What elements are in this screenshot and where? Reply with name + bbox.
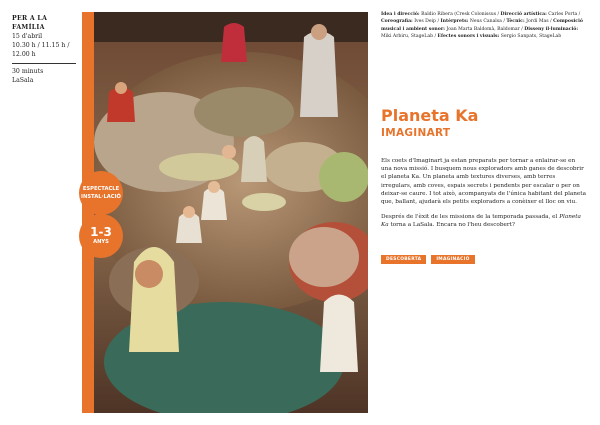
credit-value: Carles Porta xyxy=(548,12,578,17)
show-type-badge xyxy=(79,171,123,215)
credit-value: Baldio Ribera (Cresk Colonissus xyxy=(421,12,497,17)
show-title-inline: Planeta Ka xyxy=(381,214,581,229)
credit-value: Joan Marta Baldomà, Baldomar xyxy=(446,26,520,32)
show-title: Planeta Ka xyxy=(381,106,479,125)
show-type-line2: INSTAL·LACIÓ xyxy=(81,194,121,200)
audience-label: PER A LA FAMÍLIA xyxy=(12,15,48,31)
description-paragraph xyxy=(381,213,587,229)
credit-label: Disseny il·luminació: xyxy=(524,26,579,32)
event-date: 15 d'abril xyxy=(12,33,43,40)
credit-value: Neus Canalsa xyxy=(469,19,502,25)
credits: Idea i direcció: Baldio Ribera (Cresk Colonissus / Direcció artística: Carles Porta / Coreografia: Ives Deip / Intèrprets: Neus Canalsa / Tècnic: Jordi Mas / Composició musical i ambient sonor: Joan Marta Baldomà, Baldomar / Disseny il·luminació: Miki Arbiru, StageLab / Efectes sonors i visuals: Sergio Sanpats, StageLab xyxy=(381,12,583,40)
event-times: 10.30 h / 11.15 h / 12.00 h xyxy=(12,42,70,58)
credit-value: Jordi Mas xyxy=(526,19,549,25)
tag-imaginacio: IMAGINACIÓ xyxy=(431,255,474,264)
age-unit: ANYS xyxy=(93,239,109,245)
event-venue: LaSala xyxy=(12,77,34,84)
credit-label: Idea i direcció: xyxy=(381,12,420,17)
credit-label: Efectes sonors i visuals: xyxy=(437,34,500,40)
company-name: IMAGINART xyxy=(381,127,451,139)
credit-value: Sergio Sanpats, StageLab xyxy=(500,34,562,40)
event-duration: 30 minuts xyxy=(12,68,44,75)
credit-label: Composició musical i ambient sonor: xyxy=(381,19,583,32)
credit-value: Miki Arbiru, StageLab xyxy=(381,34,434,40)
credit-label: Direcció artística: xyxy=(500,12,547,17)
text-run: torna a LaSala. Encara no l'heu descobert? xyxy=(388,222,515,229)
show-photo xyxy=(94,12,368,413)
credit-label: Intèrprets: xyxy=(440,19,469,25)
tag-list xyxy=(381,255,475,264)
show-type-line1: ESPECTACLE xyxy=(82,186,120,192)
text-run: Després de l'èxit de les missions de la temporada passada, el xyxy=(381,214,560,221)
credit-value: Ives Deip xyxy=(414,19,436,25)
credit-label: Coreografia: xyxy=(381,19,413,25)
description xyxy=(381,157,587,237)
event-info xyxy=(12,14,76,85)
tag-descoberta: DESCOBERTA xyxy=(381,255,426,264)
description-paragraph: Els coets d'Imaginart ja estan preparats per tornar a enlairar-se en una nova missió. I busquem nous exploradors amb ganes de descobrir el planeta Ka. Un planeta amb textures diverses, amb terres irregulars, amb coves, espais secrets i pendents per escalar o per on deixar-se caure. I tot això, acompanyats de l'única habitant del planeta que, ballant, ajudarà els petits exploradors a conèixer el lloc on viu. xyxy=(381,158,586,206)
age-range: 1-3 xyxy=(90,225,112,239)
divider xyxy=(12,63,76,64)
credit-label: Tècnic: xyxy=(506,19,525,25)
age-badge xyxy=(79,214,123,258)
